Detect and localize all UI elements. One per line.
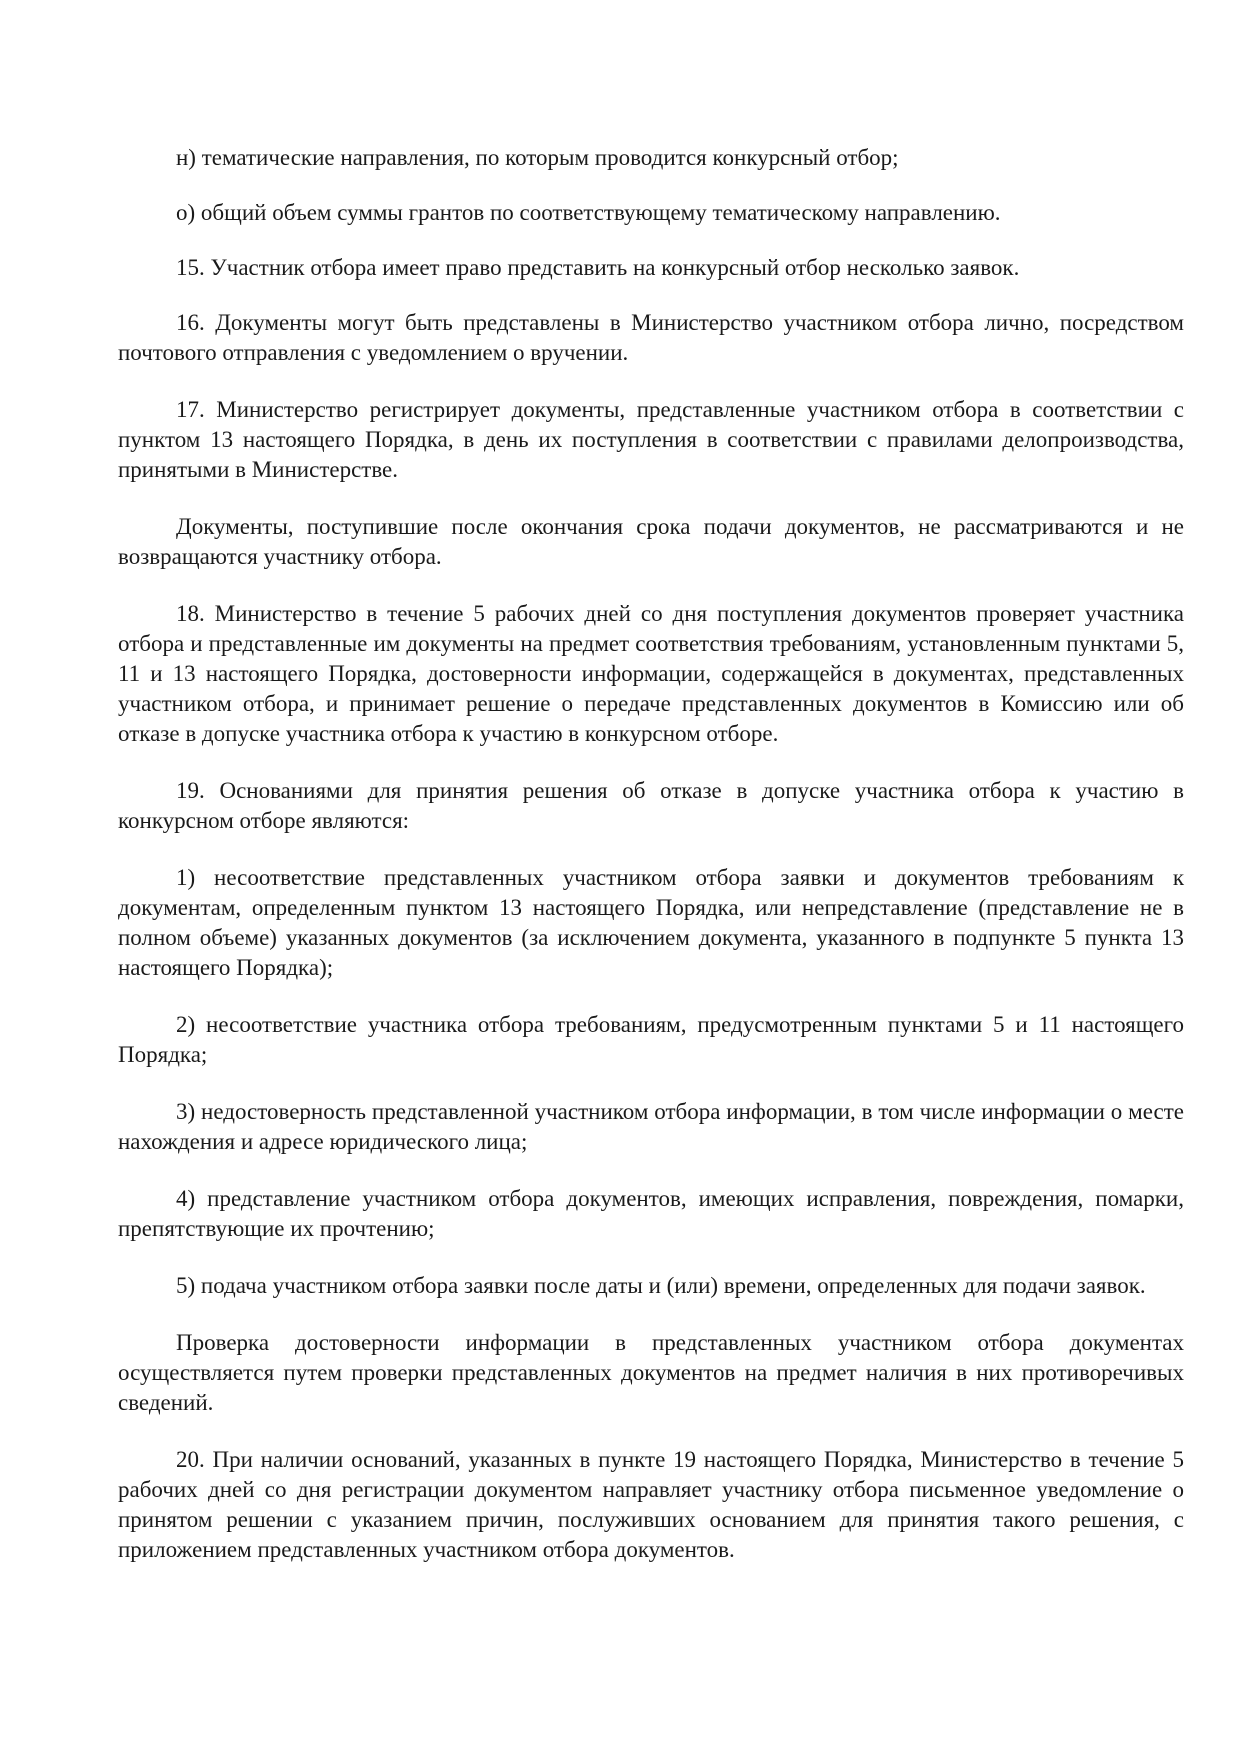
paragraph-clause-19-item-3: 3) недостоверность представленной участником отбора информации, в том числе информации о месте нахождения и адресе юридического лица; [118, 1099, 1184, 1154]
paragraph-clause-18: 18. Министерство в течение 5 рабочих дней со дня поступления документов проверяет участника отбора и представленные им документы на предмет соответствия требованиям, установленным пунктами 5, 11 и 13 настоящего Порядка, достоверности информации, содержащейся в документах, представленных участником отбора, и принимает решение о передаче представленных документов в Комиссию или об отказе в допуске участника отбора к участию в конкурсном отборе. [118, 601, 1184, 746]
paragraph-clause-19-item-4: 4) представление участником отбора документов, имеющих исправления, повреждения, помарки, препятствующие их прочтению; [118, 1186, 1184, 1241]
paragraph-clause-15: 15. Участник отбора имеет право представить на конкурсный отбор несколько заявок. [176, 255, 1020, 280]
paragraph-clause-17: 17. Министерство регистрирует документы, представленные участником отбора в соответствии с пунктом 13 настоящего Порядка, в день их поступления в соответствии с правилами делопроизводства, принятыми в Министерстве. [118, 397, 1184, 482]
paragraph-clause-19: 19. Основаниями для принятия решения об отказе в допуске участника отбора к участию в конкурсном отборе являются: [118, 778, 1184, 833]
paragraph-item-o: о) общий объем суммы грантов по соответствующему тематическому направлению. [176, 200, 1001, 225]
paragraph-clause-16: 16. Документы могут быть представлены в Министерство участником отбора лично, посредством почтового отправления с уведомлением о вручении. [118, 310, 1184, 365]
document-body [118, 143, 1184, 1592]
paragraph-clause-19-item-2: 2) несоответствие участника отбора требованиям, предусмотренным пунктами 5 и 11 настоящего Порядка; [118, 1012, 1184, 1067]
paragraph-clause-19-note: Проверка достоверности информации в представленных участником отбора документах осуществляется путем проверки представленных документов на предмет наличия в них противоречивых сведений. [118, 1330, 1184, 1415]
paragraph-clause-19-item-5: 5) подача участником отбора заявки после даты и (или) времени, определенных для подачи заявок. [176, 1273, 1146, 1298]
paragraph-item-n: н) тематические направления, по которым проводится конкурсный отбор; [176, 145, 899, 170]
paragraph-clause-20: 20. При наличии оснований, указанных в пункте 19 настоящего Порядка, Министерство в течение 5 рабочих дней со дня регистрации документом направляет участнику отбора письменное уведомление о принятом решении с указанием причин, послуживших основанием для принятия такого решения, с приложением представленных участником отбора документов. [118, 1447, 1184, 1562]
paragraph-clause-17-note: Документы, поступившие после окончания срока подачи документов, не рассматриваются и не возвращаются участнику отбора. [118, 514, 1184, 569]
paragraph-clause-19-item-1: 1) несоответствие представленных участником отбора заявки и документов требованиям к документам, определенным пунктом 13 настоящего Порядка, или непредставление (представление не в полном объеме) указанных документов (за исключением документа, указанного в подпункте 5 пункта 13 настоящего Порядка); [118, 865, 1184, 980]
